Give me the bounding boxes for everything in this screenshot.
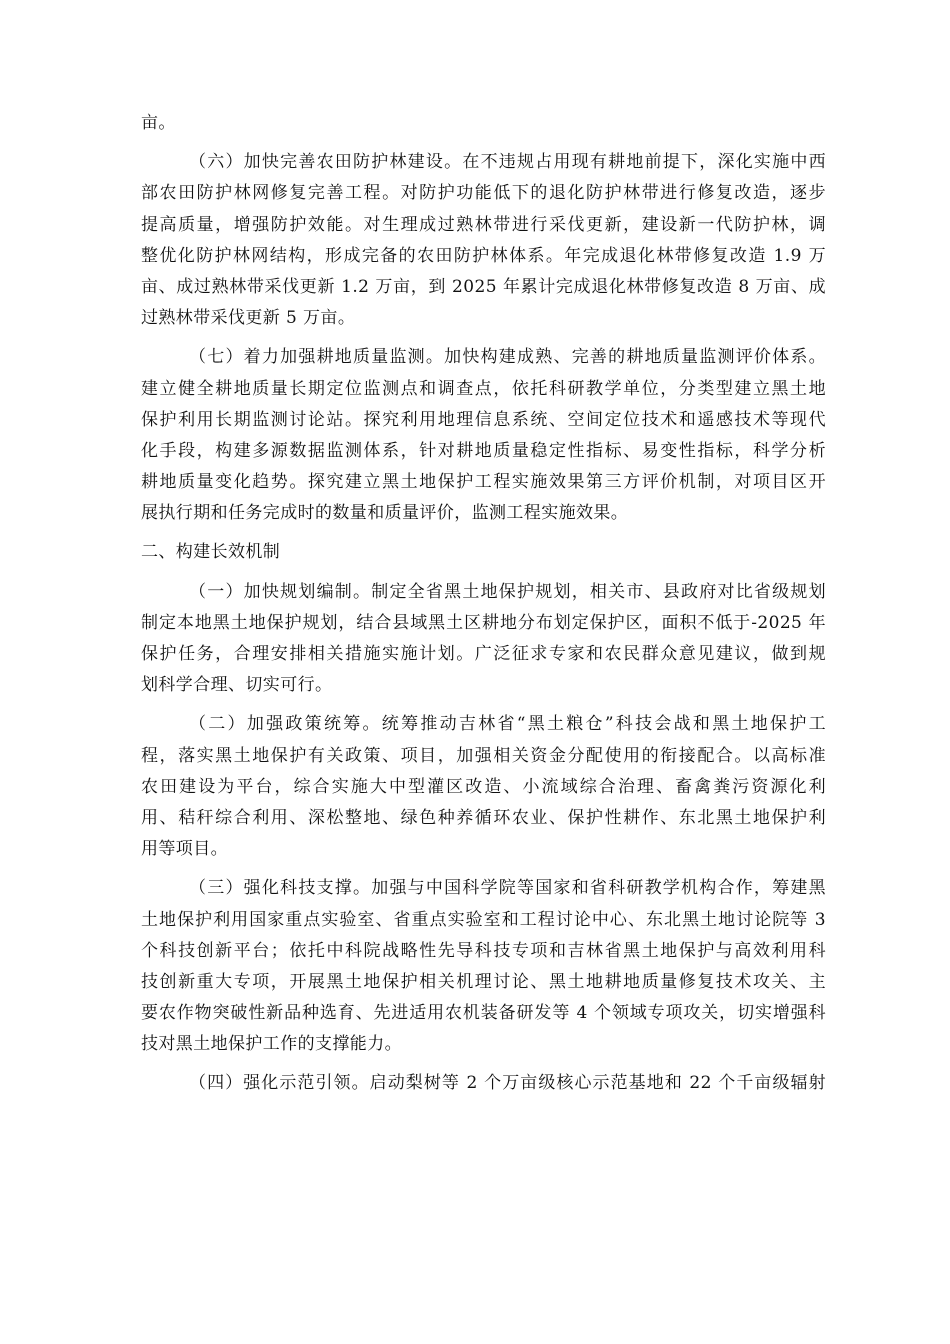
paragraph <box>141 147 826 334</box>
text-line: 土地保护利用国家重点实验室、省重点实验室和工程讨论中心、东北黑土地讨论院等 3 <box>141 909 826 930</box>
paragraph-spacer <box>141 1060 826 1068</box>
paragraph <box>141 873 826 1060</box>
paragraph-spacer <box>141 701 826 709</box>
text-line: （六）加快完善农田防护林建设。在不违规占用现有耕地前提下，深化实施中西 <box>189 152 826 173</box>
paragraph-spacer <box>141 334 826 342</box>
text-line: 耕地质量变化趋势。探究建立黑土地保护工程实施效果第三方评价机制，对项目区开 <box>141 472 826 493</box>
paragraph-spacer <box>141 529 826 537</box>
text-line: 制定本地黑土地保护规划，结合县域黑土区耕地分布划定保护区，面积不低于-2025 年 <box>141 612 826 633</box>
text-line: 技创新重大专项，开展黑土地保护相关机理讨论、黑土地耕地质量修复技术攻关、主 <box>141 971 826 992</box>
text-line: 保护任务，合理安排相关措施实施计划。广泛征求专家和农民群众意见建议，做到规 <box>141 644 826 664</box>
text-line: （三）强化科技支撑。加强与中国科学院等国家和省科研教学机构合作，筹建黑 <box>189 878 826 899</box>
text-line: （二）加强政策统筹。统筹推动吉林省“黑土粮仓”科技会战和黑土地保护工 <box>189 714 826 735</box>
text-line: 亩。 <box>141 113 176 133</box>
paragraph-spacer <box>141 139 826 147</box>
text-line: 用等项目。 <box>141 839 228 860</box>
text-line: 保护利用长期监测讨论站。探究利用地理信息系统、空间定位技术和遥感技术等现代 <box>141 409 826 430</box>
paragraph-spacer <box>141 569 826 577</box>
text-line: 划科学合理、切实可行。 <box>141 675 333 696</box>
text-line: 建立健全耕地质量长期定位监测点和调查点，依托科研教学单位，分类型建立黑土地 <box>141 378 826 399</box>
section-heading <box>141 537 826 568</box>
text-line: 亩、成过熟林带采伐更新 1.2 万亩，到 2025 年累计完成退化林带修复改造 8 万亩、成 <box>141 276 826 297</box>
text-line: 个科技创新平台；依托中科院战略性先导科技专项和吉林省黑土地保护与高效利用科 <box>141 940 826 961</box>
text-line: 要农作物突破性新品种选育、先进适用农机装备研发等 4 个领域专项攻关，切实增强科 <box>141 1003 826 1024</box>
text-line: 过熟林带采伐更新 5 万亩。 <box>141 308 356 329</box>
paragraph <box>141 709 826 865</box>
text-line: 农田建设为平台，综合实施大中型灌区改造、小流域综合治理、畜禽粪污资源化利 <box>141 776 826 797</box>
text-line: （四）强化示范引领。启动梨树等 2 个万亩级核心示范基地和 22 个千亩级辐射 <box>189 1073 826 1094</box>
text-line: 化手段，构建多源数据监测体系，针对耕地质量稳定性指标、易变性指标，科学分析 <box>141 440 826 461</box>
text-line: 二、构建长效机制 <box>141 542 281 563</box>
text-line: 用、秸秆综合利用、深松整地、绿色种养循环农业、保护性耕作、东北黑土地保护利 <box>141 807 826 828</box>
paragraph-continuation <box>141 108 826 139</box>
text-line: 程，落实黑土地保护有关政策、项目，加强相关资金分配使用的衔接配合。以高标准 <box>141 745 826 766</box>
document-body <box>141 108 826 1100</box>
paragraph <box>141 1068 826 1099</box>
text-line: 提高质量，增强防护效能。对生理成过熟林带进行采伐更新，建设新一代防护林，调 <box>141 214 826 235</box>
paragraph-spacer <box>141 865 826 873</box>
text-line: 部农田防护林网修复完善工程。对防护功能低下的退化防护林带进行修复改造，逐步 <box>141 183 826 204</box>
text-line: （一）加快规划编制。制定全省黑土地保护规划，相关市、县政府对比省级规划 <box>189 581 826 602</box>
text-line: 整优化防护林网结构，形成完备的农田防护林体系。年完成退化林带修复改造 1.9 万 <box>141 245 826 266</box>
text-line: 技对黑土地保护工作的支撑能力。 <box>141 1034 402 1055</box>
paragraph <box>141 577 826 702</box>
text-line: 展执行期和任务完成时的数量和质量评价，监测工程实施效果。 <box>141 503 629 524</box>
text-line: （七）着力加强耕地质量监测。加快构建成熟、完善的耕地质量监测评价体系。 <box>189 347 826 368</box>
paragraph <box>141 342 826 529</box>
